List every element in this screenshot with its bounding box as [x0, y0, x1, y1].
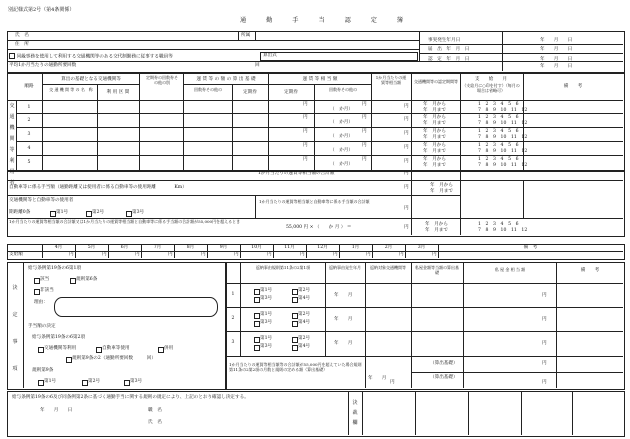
- rule9-opt1-label: 第1号: [44, 379, 57, 384]
- transport-use-label: 交通機関等利用: [44, 346, 77, 351]
- month-remarks: 備 考: [523, 245, 538, 250]
- distance-label: 期距離0条: [9, 210, 31, 215]
- col-return-date: 返納事由発生年月: [329, 265, 361, 270]
- car-period-from: 年 月から: [430, 183, 453, 188]
- formula-period-to: 年 月まで: [425, 228, 448, 233]
- extra-date-value[interactable]: 年 月 日: [540, 64, 573, 69]
- regulation6-checkbox[interactable]: [70, 278, 76, 284]
- return-opt3-label: 第3号: [260, 296, 273, 301]
- col-fare-price-header: 運 賃 等 の 額 の 算 出 基 礎: [196, 77, 256, 82]
- applicable-label: 該当: [40, 277, 50, 282]
- return-opt3-checkbox[interactable]: [254, 321, 260, 327]
- col-remarks: 備 考: [563, 84, 583, 89]
- basis-header: 算出の基礎となる交通機関等: [61, 77, 121, 82]
- regulation6-label: 規則第6条: [76, 277, 98, 282]
- col-payment-header: 支 給 月: [474, 77, 508, 82]
- month-label: 11月: [284, 245, 295, 250]
- return-calc-basis-2: （算出基礎）: [430, 375, 458, 380]
- calc-label: 算出式: [263, 53, 277, 58]
- month-label: 10月: [251, 245, 262, 250]
- period-from[interactable]: 年 月から: [423, 102, 446, 107]
- car-opt1-checkbox[interactable]: [50, 211, 56, 217]
- transport-check-label: 同級事務を使用して利用する交通機関等のある交代制勤務に従事する職員等: [16, 54, 173, 60]
- return-opt1-checkbox[interactable]: [254, 313, 260, 319]
- fact-date-label: 事実発生年月日: [428, 38, 461, 43]
- month-yen: 円: [201, 252, 206, 257]
- car-opt2-checkbox[interactable]: [86, 211, 92, 217]
- rule9-opt2-label: 第2号: [88, 379, 101, 384]
- car-opt3-checkbox[interactable]: [126, 211, 132, 217]
- monthly-yen: 円: [404, 159, 409, 164]
- decision-line1: 給与条例第19条の6第1項: [28, 266, 82, 271]
- transport-use-checkbox[interactable]: [38, 347, 44, 353]
- col-fare-header: 運 賃 等 相 当 額: [302, 77, 338, 82]
- return-opt2-checkbox[interactable]: [292, 337, 298, 343]
- return-amount-yen: 円: [542, 293, 547, 298]
- car-opt3-label: 第3号: [132, 210, 145, 215]
- payment-months-a[interactable]: 1 2 3 4 5 6: [478, 157, 519, 162]
- month-yen: 円: [102, 252, 107, 257]
- month-label: 3月: [417, 245, 426, 250]
- return-row-no: 2: [231, 316, 235, 321]
- month-yen: 円: [168, 252, 173, 257]
- car-opt1-label: 第1号: [56, 210, 69, 215]
- return-opt4-checkbox[interactable]: [292, 321, 298, 327]
- fare-ticket-months: （ か月）: [330, 134, 353, 139]
- month-label: 1月: [351, 245, 360, 250]
- col-private-base: 私屋金額等当額の算出基礎: [415, 265, 459, 275]
- payment-months-a[interactable]: 1 2 3 4 5 6: [478, 129, 519, 134]
- avg-count-label: 平均1か月当たりの通勤所要回数: [9, 63, 77, 68]
- footer-statement: 給与条例第19条の6及び同条例第2条に基づく通勤手当に関する規則の規定により、上記のとおり確認し決定する。: [12, 395, 249, 400]
- reason-label: 理由：: [34, 300, 48, 305]
- payment-months-a[interactable]: 1 2 3 4 5 6: [478, 115, 519, 120]
- period-from[interactable]: 年 月から: [423, 129, 446, 134]
- fare-ticket-months: （ か月）: [330, 148, 353, 153]
- fare-ticket-months: （ か月）: [330, 162, 353, 167]
- col-return-remarks: 備 考: [580, 268, 600, 273]
- return-opt3-label: 第3号: [260, 320, 273, 325]
- return-opt4-checkbox[interactable]: [292, 297, 298, 303]
- row-no: 2: [27, 118, 31, 123]
- month-label: 8月: [186, 245, 195, 250]
- return-calc-yen: 円: [542, 361, 547, 366]
- return-opt2-label: 第2号: [298, 336, 311, 341]
- month-label: 7月: [153, 245, 162, 250]
- row-no: 5: [27, 160, 31, 165]
- period-to[interactable]: 年 月まで: [423, 135, 446, 140]
- allowance-decision-label: 手当額の決定: [28, 324, 56, 329]
- car-allowance-yen: 円: [404, 185, 409, 190]
- fare-regular-yen: 円: [303, 143, 308, 148]
- return-year-month[interactable]: 年 月: [334, 341, 353, 346]
- car-allowance-label: 自動車等に係る手当額（通勤距離又は使用者に係る自動車等の使用距離 Km）: [9, 185, 187, 190]
- footer-date[interactable]: 年 月 日: [40, 408, 73, 413]
- monthly-total-yen: 円: [404, 171, 409, 176]
- return-opt3-checkbox[interactable]: [254, 297, 260, 303]
- return-opt1-label: 第1号: [260, 336, 273, 341]
- formula-months-b: 7 8 9 10 11 12: [478, 228, 528, 233]
- return-opt2-label: 第2号: [298, 288, 311, 293]
- fare-ticket-yen: 円: [362, 102, 367, 107]
- applicable-checkbox[interactable]: [34, 278, 40, 284]
- return-opt3-label: 第3号: [260, 344, 273, 349]
- return-amount-yen: 円: [542, 317, 547, 322]
- fare-regular-yen: 円: [303, 115, 308, 120]
- transport-checkbox-row[interactable]: [9, 53, 173, 60]
- return-amount-yen: 円: [542, 341, 547, 346]
- fare-regular-yen: 円: [303, 157, 308, 162]
- return-opt1-checkbox[interactable]: [254, 337, 260, 343]
- return-opt1-label: 第1号: [260, 312, 273, 317]
- row-no: 4: [27, 146, 31, 151]
- period-from[interactable]: 年 月から: [423, 143, 446, 148]
- rule9-opt3-label: 第3号: [130, 379, 143, 384]
- decision-line2: 給与条例第19条の6第2項: [32, 335, 86, 340]
- col-regular-sub2: 定期券: [284, 90, 298, 95]
- return-opt3-checkbox[interactable]: [254, 345, 260, 351]
- return-year-month: 年 月: [368, 376, 387, 381]
- col-payment-sub: （支給月に○印を付す）（毎月の場合は省略可）: [462, 83, 520, 93]
- not-applicable-checkbox[interactable]: [34, 289, 40, 295]
- month-yen: 円: [432, 252, 437, 257]
- formula: 55,000 円 × （ か 月 ） ＝: [286, 225, 352, 230]
- month-label: 2月: [384, 245, 393, 250]
- return-opt4-label: 第4号: [298, 320, 311, 325]
- combined-use-checkbox[interactable]: [158, 347, 164, 353]
- col-return-target: 返納対象交通機関等: [370, 265, 406, 270]
- month-yen: 円: [366, 252, 371, 257]
- month-yen: 円: [333, 252, 338, 257]
- return-month-yen: 円: [390, 380, 395, 385]
- return-calc-yen-2: 円: [542, 380, 547, 385]
- fare-ticket-yen: 円: [362, 143, 367, 148]
- return-opt4-label: 第4号: [298, 296, 311, 301]
- address-label: 住 所: [15, 42, 29, 47]
- period-to[interactable]: 年 月まで: [423, 163, 446, 168]
- footer-name-label: 氏 名: [148, 420, 162, 425]
- return-opt1-label: 第1号: [260, 288, 273, 293]
- monthly-yen: 円: [404, 131, 409, 136]
- period-from[interactable]: 年 月から: [423, 157, 446, 162]
- monthly-yen: 円: [404, 145, 409, 150]
- period-to[interactable]: 年 月まで: [423, 121, 446, 126]
- fare-regular-yen: 円: [303, 129, 308, 134]
- name-label: 氏 名: [15, 33, 29, 38]
- month-label: 9月: [219, 245, 228, 250]
- return-opt4-checkbox[interactable]: [292, 345, 298, 351]
- month-yen: 円: [267, 252, 272, 257]
- col-private-amount: 私 屋 金 相 当 額: [494, 267, 526, 272]
- month-yen: 円: [234, 252, 239, 257]
- rule9-opt2-checkbox[interactable]: [82, 380, 88, 386]
- col-ticket-sub2: 回数券その他の: [329, 87, 357, 92]
- car-period-to: 年 月まで: [430, 189, 453, 194]
- col-section: 利 用 区 間: [106, 90, 130, 95]
- combined-yen: 円: [404, 206, 409, 211]
- certify-date-label: 認 定 年 月 日: [428, 57, 470, 62]
- col-monthly: 1か月当たりの運賃等相当額: [375, 75, 407, 85]
- rule9-opt1-checkbox[interactable]: [38, 380, 44, 386]
- footer-post-label: 職 名: [148, 408, 162, 413]
- fare-ticket-months: （ か月）: [330, 107, 353, 112]
- month-yen: 円: [399, 252, 404, 257]
- affiliation-label: 所属: [241, 33, 251, 38]
- fare-ticket-yen: 円: [362, 115, 367, 120]
- return-year-month[interactable]: 年 月: [334, 317, 353, 322]
- formula-months-a: 1 2 3 4 5 6: [478, 222, 519, 227]
- month-label: 12月: [317, 245, 328, 250]
- combined-label: 1か月当たりの運賃等相当額と自動車等に係る手当額の合計額: [259, 199, 370, 204]
- col-transport-name: 交 通 機 関 等 の 名 称: [49, 87, 93, 92]
- month-yen: 円: [69, 252, 74, 257]
- col-regular-sub: 定期券: [243, 90, 257, 95]
- month-label: 5月: [87, 245, 96, 250]
- rule9-2-label: 規則第9条の2（通勤所要回数 回）: [72, 356, 156, 361]
- return-opt1-checkbox[interactable]: [254, 289, 260, 295]
- transport-car-user-label: 交通機関等と自動車等の使用者: [9, 198, 74, 203]
- rule9-opt3-checkbox[interactable]: [124, 380, 130, 386]
- payment-months-b[interactable]: 7 8 9 10 11 12: [478, 163, 528, 168]
- monthly-yen: 円: [404, 117, 409, 122]
- form-id: 別記様式第2号（第4条関係）: [8, 7, 75, 13]
- period-to[interactable]: 年 月まで: [423, 108, 446, 113]
- month-yen: 円: [300, 252, 305, 257]
- avg-count-unit: 回: [255, 63, 260, 68]
- transport-checkbox[interactable]: [9, 53, 15, 59]
- row-no: 3: [27, 132, 31, 137]
- period-from[interactable]: 年 月から: [423, 115, 446, 120]
- payment-months-b[interactable]: 7 8 9 10 11 12: [478, 135, 528, 140]
- return-calc-basis: （算出基礎）: [430, 361, 458, 366]
- col-route: 順路: [24, 84, 34, 89]
- decision-side-label: 決定事項: [12, 285, 18, 372]
- fare-ticket-months: （ か月）: [330, 120, 353, 125]
- col-regular: 定期券の回数券その他の別: [146, 75, 178, 85]
- monthly-yen: 円: [404, 104, 409, 109]
- return-row-no: 1: [231, 292, 235, 297]
- formula-yen: 円: [404, 225, 409, 230]
- rule9-label: 規則第9条: [32, 368, 54, 373]
- notify-date-value[interactable]: 年 月 日: [540, 47, 573, 52]
- fact-date-value[interactable]: 年 月 日: [540, 38, 573, 43]
- month-label: 6月: [120, 245, 129, 250]
- car-use-label: 自動車等使用: [102, 346, 130, 351]
- col-ticket-count: 回数券その他の: [194, 87, 222, 92]
- not-applicable-label: 非該当: [40, 288, 54, 293]
- formula-label: 1か月当たりの運賃等相当額の合計額又は1か月当たりの運賃等相当額と自動車等に係る手当額の合計額が55,000円を超えるとき: [9, 219, 241, 224]
- month-label: 4月: [54, 245, 63, 250]
- notify-date-label: 届 出 年 月 日: [428, 47, 470, 52]
- period-to[interactable]: 年 月まで: [423, 149, 446, 154]
- formula-period-from: 年 月から: [425, 222, 448, 227]
- monthly-total-label: 1か月当たりの運賃等相当額の合計額: [258, 171, 335, 176]
- form-title: 通 勤 手 当 認 定 簿: [240, 17, 413, 24]
- fare-ticket-yen: 円: [362, 157, 367, 162]
- return-note: 1か月当たりの運賃等相当額等の合計額が55,000円を超えていた場合規則第11条の2第2項の月数と規則の定める額（算出基礎）: [229, 362, 362, 372]
- fare-ticket-yen: 円: [362, 129, 367, 134]
- payment-months-b[interactable]: 7 8 9 10 11 12: [478, 149, 528, 154]
- return-opt2-checkbox[interactable]: [292, 289, 298, 295]
- fare-regular-yen: 円: [303, 102, 308, 107]
- return-opt4-label: 第4号: [298, 344, 311, 349]
- certify-date-value[interactable]: 年 月 日: [540, 57, 573, 62]
- reason-field[interactable]: [54, 297, 218, 317]
- return-year-month[interactable]: 年 月: [334, 293, 353, 298]
- car-use-checkbox[interactable]: [96, 347, 102, 353]
- month-yen: 円: [135, 252, 140, 257]
- payment-months-a[interactable]: 1 2 3 4 5 6: [478, 143, 519, 148]
- return-opt2-checkbox[interactable]: [292, 313, 298, 319]
- return-opt2-label: 第2号: [298, 312, 311, 317]
- col-return-reason: 返納事由規則第11条の2第1項: [255, 265, 311, 270]
- col-transport-period: 交通機関等の認定期間等: [414, 79, 458, 84]
- combined-use-label: 併用: [164, 346, 174, 351]
- return-row-no: 3: [231, 340, 235, 345]
- payment-months-b[interactable]: 7 8 9 10 11 12: [478, 121, 528, 126]
- monthly-amount-label: 支給額: [9, 252, 23, 257]
- payment-months-a[interactable]: 1 2 3 4 5 6: [478, 102, 519, 107]
- row-no: 1: [27, 105, 31, 110]
- rule9-2-checkbox[interactable]: [66, 357, 72, 363]
- transport-user-side-label: 交通機関等利用者: [9, 103, 15, 186]
- approval-label: 決裁欄: [352, 400, 358, 426]
- payment-months-b[interactable]: 7 8 9 10 11 12: [478, 108, 528, 113]
- car-opt2-label: 第2号: [92, 210, 105, 215]
